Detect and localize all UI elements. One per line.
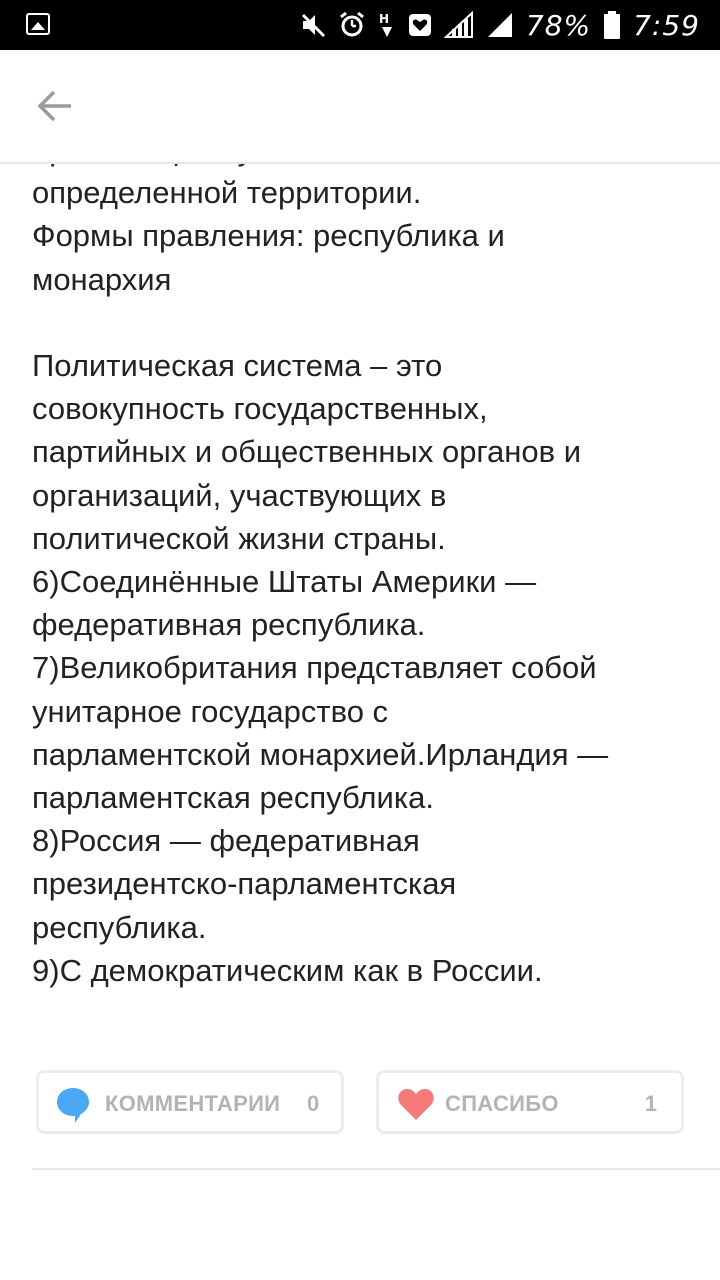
gallery-notification-icon bbox=[26, 13, 50, 35]
answer-actions bbox=[36, 1070, 684, 1134]
comments-label: КОММЕНТАРИИ bbox=[105, 1091, 281, 1116]
signal-icon bbox=[444, 11, 474, 39]
battery-icon bbox=[603, 10, 621, 40]
battery-percentage: 78% bbox=[525, 8, 592, 42]
answer-line: организаций, участвующих в bbox=[32, 477, 447, 513]
comments-count: 0 bbox=[307, 1091, 320, 1116]
app-bar bbox=[0, 50, 720, 164]
answer-line: 6)Соединённые Штаты Америки — bbox=[32, 564, 537, 600]
alarm-icon bbox=[338, 11, 366, 39]
svg-text:H: H bbox=[378, 12, 389, 26]
answer-line: политической жизни страны. bbox=[32, 520, 446, 556]
comment-bubble-icon bbox=[55, 1086, 91, 1124]
back-button[interactable] bbox=[30, 83, 80, 129]
clock: 7:59 bbox=[633, 8, 700, 42]
heart-notification-icon bbox=[408, 13, 432, 37]
answer-line: республика. bbox=[32, 909, 207, 945]
answer-line: 8)Россия — федеративная bbox=[32, 823, 420, 859]
answer-line: парламентская республика. bbox=[32, 780, 434, 816]
answer-line: совокупность государственных, bbox=[32, 391, 488, 427]
answer-line: президентско-парламентская bbox=[32, 866, 457, 902]
answer-line: партийных и общественных органов и bbox=[32, 434, 582, 470]
answer-line: Политическая система – это bbox=[32, 348, 443, 383]
status-bar bbox=[0, 0, 720, 50]
answer-line: Формы правления: республика и bbox=[32, 218, 505, 254]
answer-line: федеративная республика. bbox=[32, 607, 426, 643]
heart-icon bbox=[397, 1087, 435, 1121]
data-transfer-icon bbox=[378, 11, 396, 39]
signal-icon-2 bbox=[486, 11, 514, 39]
thanks-count: 1 bbox=[644, 1091, 657, 1116]
thanks-label: СПАСИБО bbox=[445, 1091, 559, 1116]
thanks-button[interactable] bbox=[376, 1070, 684, 1134]
answer-line: 9)С демократическим как в России. bbox=[32, 952, 543, 988]
answer-line: определенной территории. bbox=[32, 175, 422, 211]
answer-line: унитарное государство с bbox=[32, 693, 389, 729]
divider bbox=[32, 1168, 720, 1170]
back-arrow-icon bbox=[37, 90, 73, 122]
status-icons bbox=[300, 0, 700, 50]
answer-text bbox=[32, 128, 692, 992]
mute-icon bbox=[300, 12, 326, 38]
answer-line: 7)Великобритания представляет собой bbox=[32, 650, 597, 686]
answer-line: монархия bbox=[32, 261, 172, 297]
answer-blank-line bbox=[32, 301, 692, 344]
comments-button[interactable] bbox=[36, 1070, 344, 1134]
answer-line: парламентской монархией.Ирландия — bbox=[32, 736, 609, 772]
